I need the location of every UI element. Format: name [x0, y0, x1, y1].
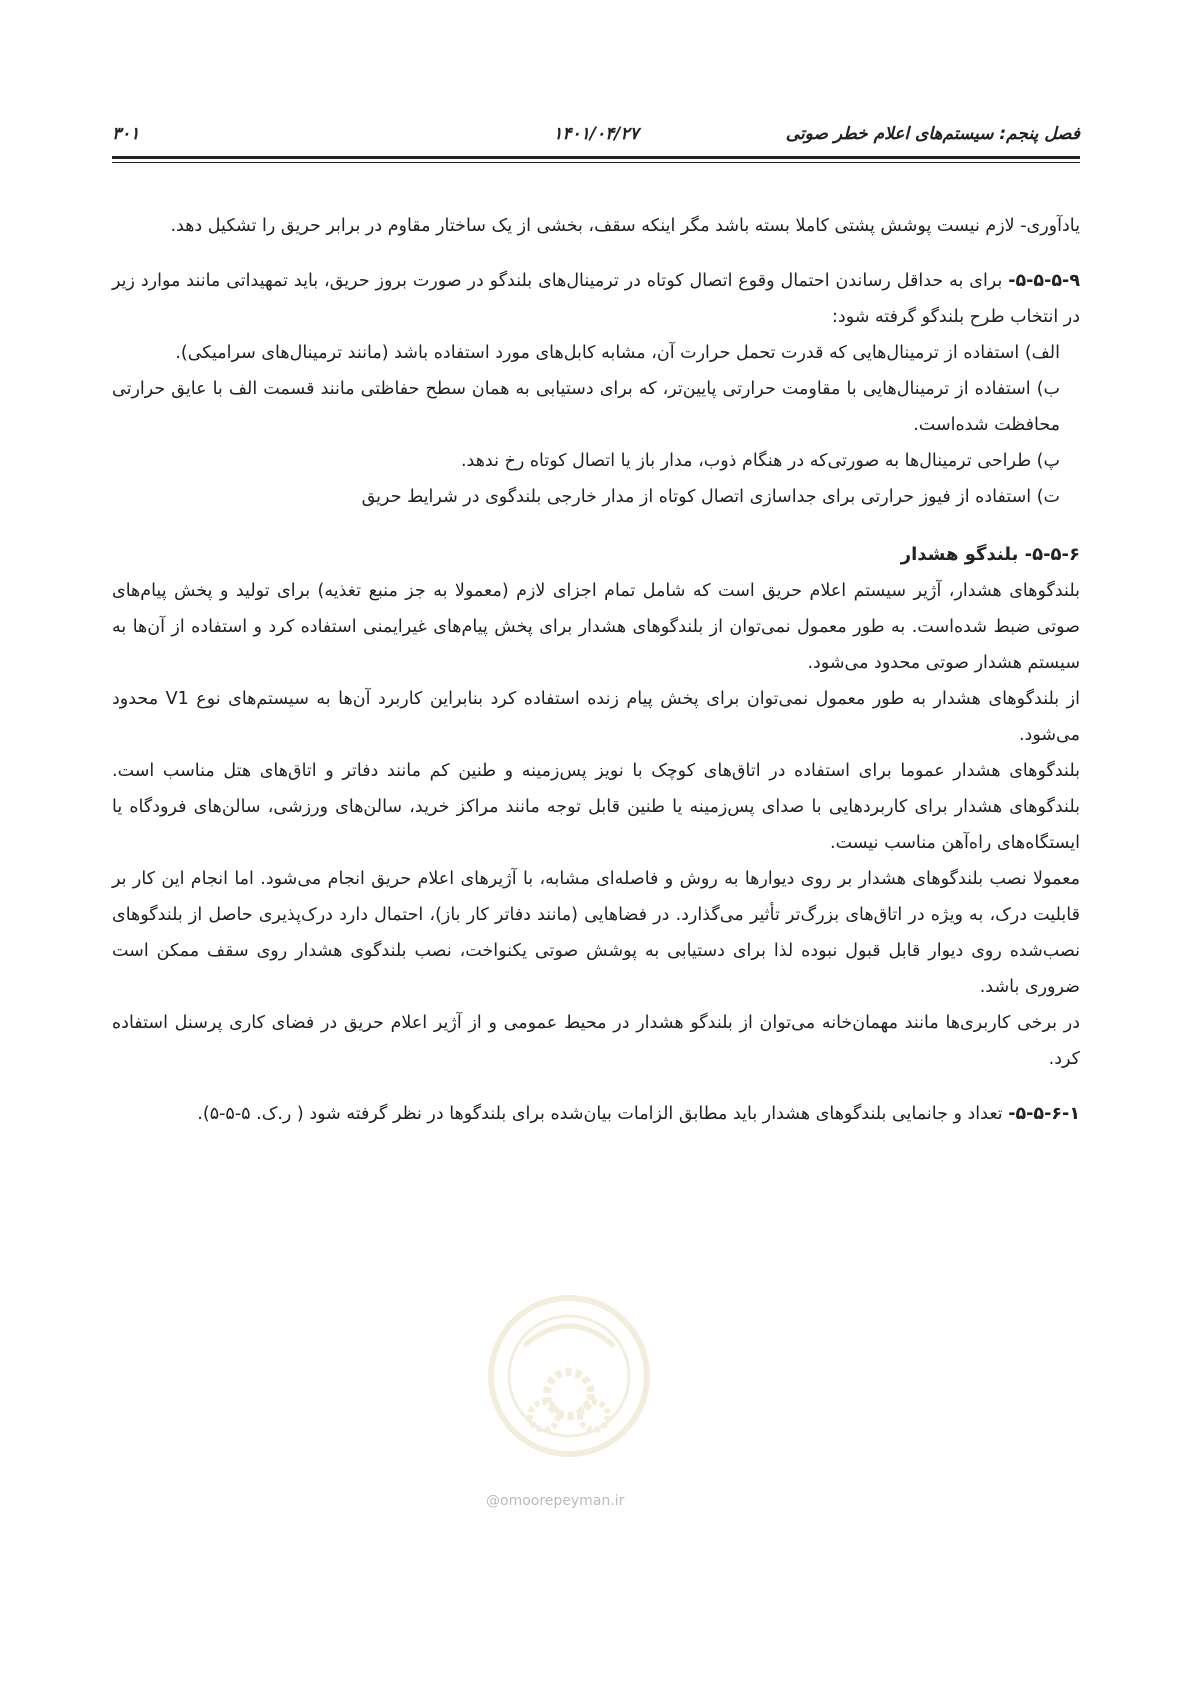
body-paragraph: بلندگوهای هشدار عموما برای استفاده در اتاق‌های کوچک با نویز پس‌زمینه و طنین کم مانند دفاتر و اتاق‌های هتل مناسب است. بلندگوهای هشدار برای کاربردهایی با صدای پس‌زمینه یا طنین قابل توجه مانند مراکز خرید، سالن‌های ورزشی، سالن‌های فرودگاه یا ایستگاه‌های راه‌آهن مناسب نیست. [112, 761, 1080, 853]
page-body [112, 208, 1080, 1132]
chapter-title: فصل پنجم: سیستم‌های اعلام خطر صوتی [785, 124, 1080, 144]
body-paragraph: معمولا نصب بلندگوهای هشدار بر روی دیوارها به روش و فاصله‌ای مشابه، با آژیرهای اعلام حریق انجام می‌شود. اما انجام این کار بر قابلیت درک، به ویژه در اتاق‌های بزرگ‌تر تأثیر می‌گذارد. در فضاهایی (مانند دفاتر کار باز)، احتمال دارد درک‌پذیری حاصل از بلندگوهای نصب‌شده روی دیوار قابل قبول نبوده لذا برای دستیابی به پوشش صوتی یکنواخت، نصب بلندگوی هشدار روی سقف ممکن است ضروری باشد. [112, 869, 1080, 997]
page-header [112, 118, 1080, 148]
section-number: ۵-۵-۵-۹- [1008, 271, 1080, 291]
header-rule-thick [112, 156, 1080, 159]
section-heading-5-5-6: ۵-۵-۶- بلندگو هشدار [900, 544, 1080, 565]
body-paragraph: بلندگوهای هشدار، آژیر سیستم اعلام حریق است که شامل تمام اجزای لازم (معمولا به جز منبع تغذیه) برای تولید و پخش پیام‌های صوتی ضبط شده‌است. به طور معمول نمی‌توان از بلندگوهای هشدار برای پخش پیام‌های غیرایمنی استفاده کرد و استفاده از آن‌ها به سیستم هشدار صوتی محدود می‌شود. [112, 581, 1080, 673]
list-item-alef: الف) استفاده از ترمینال‌هایی که قدرت تحمل حرارت آن، مشابه کابل‌های مورد استفاده باشد (مانند ترمینال‌های سرامیکی). [175, 343, 1060, 363]
header-rule-thin [112, 162, 1080, 163]
section-5-5-6-1 [112, 1096, 1080, 1132]
list-item-pe: پ) طراحی ترمینال‌ها به صورتی‌که در هنگام ذوب، مدار باز یا اتصال کوتاه رخ ندهد. [460, 451, 1060, 471]
note-paragraph: یادآوری- لازم نیست پوشش پشتی کاملا بسته باشد مگر اینکه سقف، بخشی از یک ساختار مقاوم در برابر حریق را تشکیل دهد. [170, 216, 1080, 236]
section-text: تعداد و جانمایی بلندگوهای هشدار باید مطابق الزامات بیان‌شده برای بلندگوها در نظر گرفته شود ( ر.ک. ۵-۵-۵). [197, 1104, 1009, 1124]
section-number: ۵-۵-۶-۱- [1008, 1104, 1080, 1124]
body-paragraph: در برخی کاربری‌ها مانند مهمان‌خانه می‌توان از بلندگو هشدار در محیط عمومی و از آژیر اعلام حریق در فضای کاری پرسنل استفاده کرد. [112, 1013, 1080, 1069]
page-number: ۳۰۱ [112, 124, 140, 144]
watermark-url: @omoorepeyman.ir [486, 1493, 625, 1509]
list-item-te: ت) استفاده از فیوز حرارتی برای جداسازی اتصال کوتاه از مدار خارجی بلندگوی در شرایط حریق [361, 487, 1060, 507]
header-date: ۱۴۰۱/۰۴/۲۷ [553, 124, 639, 144]
section-text: برای به حداقل رساندن احتمال وقوع اتصال کوتاه در ترمینال‌های بلندگو در صورت بروز حریق، باید تمهیداتی مانند موارد زیر در انتخاب طرح بلندگو گرفته شود: [112, 271, 1080, 327]
body-paragraph: از بلندگوهای هشدار به طور معمول نمی‌توان برای پخش پیام زنده استفاده کرد بنابراین کاربرد آن‌ها به سیستم‌های نوع V1 محدود می‌شود. [112, 689, 1080, 745]
section-5-5-5-9 [112, 263, 1080, 335]
list-item-be: ب) استفاده از ترمینال‌هایی با مقاومت حرارتی پایین‌تر، که برای دستیابی به همان سطح حفاظتی مانند قسمت الف با عایق حرارتی محافظت شده‌است. [112, 379, 1060, 435]
watermark-logo-icon [484, 1276, 654, 1476]
